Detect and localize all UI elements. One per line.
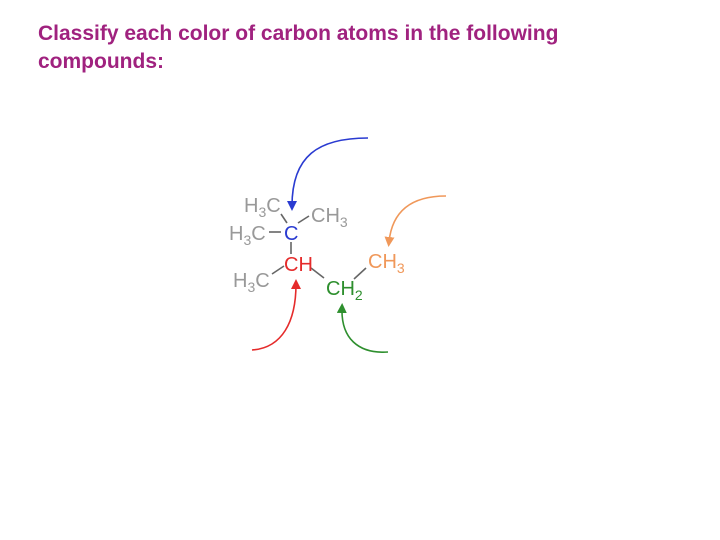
atom-top-methyl: $H_3C$ (244, 195, 281, 220)
arrow-green-icon (342, 308, 388, 352)
atom-right-methyl: $CH_3$ (311, 205, 348, 230)
bond-top-methyl (281, 214, 287, 223)
atom-quaternary-carbon: C (284, 223, 299, 245)
bond-ch-ch2 (311, 268, 324, 278)
atom-lower-methyl: $H_3C$ (233, 270, 270, 295)
arrow-orange-icon (389, 196, 446, 242)
bond-ch2-ch3 (354, 268, 366, 279)
bond-right-methyl (298, 216, 309, 223)
atom-left-methyl: $H_3C$ (229, 223, 266, 248)
atom-end-methyl: $CH_3$ (368, 251, 405, 276)
atom-ch: CH (284, 254, 313, 276)
bond-lower-methyl (272, 266, 284, 274)
arrow-blue-icon (292, 138, 368, 206)
slide-title: Classify each color of carbon atoms in the following compounds: (38, 22, 559, 73)
atom-ch2: $CH_2$ (326, 278, 363, 303)
arrow-red-icon (252, 284, 296, 350)
